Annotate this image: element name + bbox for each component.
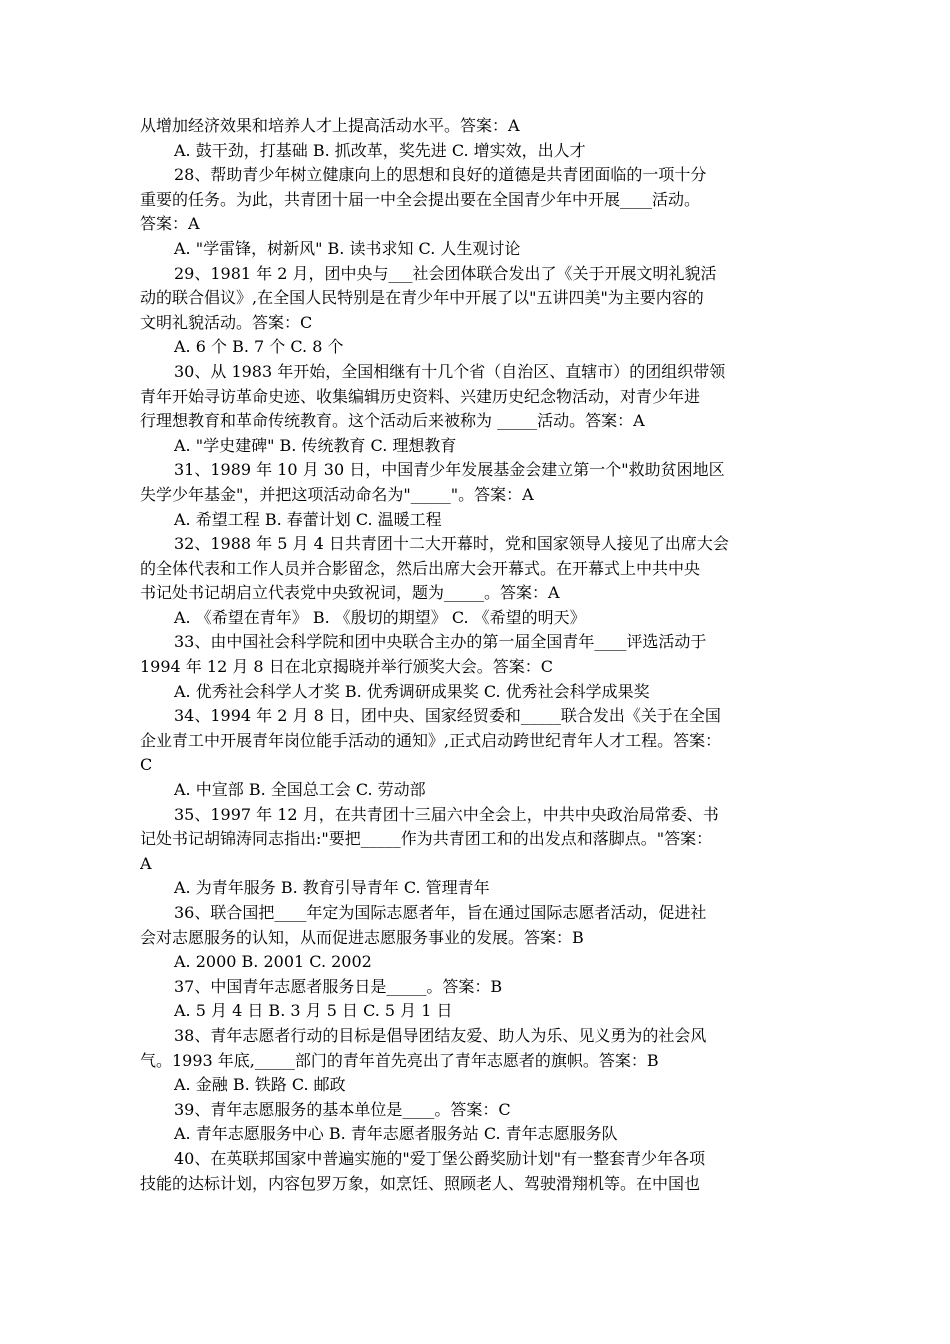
text-line: A. 金融 B. 铁路 C. 邮政 [174, 1075, 346, 1095]
text-line: 28、帮助青少年树立健康向上的思想和良好的道德是共青团面临的一项十分 [174, 165, 707, 185]
text-line: 会对志愿服务的认知，从而促进志愿服务事业的发展。答案：B [140, 927, 584, 947]
document-body [140, 114, 812, 1196]
text-line: 39、青年志愿服务的基本单位是____。答案：C [174, 1099, 511, 1119]
text-line: A [140, 853, 152, 873]
text-line: A. 青年志愿服务中心 B. 青年志愿者服务站 C. 青年志愿服务队 [174, 1124, 618, 1144]
text-line: 31、1989 年 10 月 30 日，中国青少年发展基金会建立第一个"救助贫困地区 [174, 460, 725, 480]
text-line: A. 2000 B. 2001 C. 2002 [174, 952, 372, 972]
text-line: 32、1988 年 5 月 4 日共青团十二大开幕时，党和国家领导人接见了出席大会 [174, 534, 729, 554]
text-line: A. 鼓干劲，打基础 B. 抓改革，奖先进 C. 增实效，出人才 [174, 140, 586, 160]
text-line: 动的联合倡议》,在全国人民特别是在青少年中开展了以"五讲四美"为主要内容的 [140, 288, 704, 308]
text-line: 重要的任务。为此，共青团十届一中全会提出要在全国青少年中开展____活动。 [140, 189, 701, 209]
text-line: 38、青年志愿者行动的目标是倡导团结友爱、助人为乐、见义勇为的社会风 [174, 1025, 707, 1045]
text-line: 29、1981 年 2 月，团中央与___社会团体联合发出了《关于开展文明礼貌活 [174, 263, 717, 283]
text-line: 失学少年基金"，并把这项活动命名为"_____"。答案：A [140, 484, 534, 504]
text-line: 记处书记胡锦涛同志指出:"要把_____作为共青团工和的出发点和落脚点。"答案： [140, 829, 713, 849]
text-line: 答案：A [140, 214, 200, 234]
text-line: 30、从 1983 年开始，全国相继有十几个省（自治区、直辖市）的团组织带领 [174, 361, 726, 381]
text-line: 青年开始寻访革命史迹、收集编辑历史资料、兴建历史纪念物活动，对青少年进 [140, 386, 701, 406]
text-line: 的全体代表和工作人员并合影留念，然后出席大会开幕式。在开幕式上中共中央 [140, 558, 701, 578]
text-line: 技能的达标计划，内容包罗万象，如烹饪、照顾老人、驾驶滑翔机等。在中国也 [140, 1173, 701, 1193]
text-line: A. 为青年服务 B. 教育引导青年 C. 管理青年 [174, 878, 490, 898]
text-line: A. 5 月 4 日 B. 3 月 5 日 C. 5 月 1 日 [174, 1001, 453, 1021]
text-line: A. 优秀社会科学人才奖 B. 优秀调研成果奖 C. 优秀社会科学成果奖 [174, 681, 650, 701]
text-line: A. "学雷锋，树新风" B. 读书求知 C. 人生观讨论 [174, 238, 521, 258]
text-line: 40、在英联邦国家中普遍实施的"爱丁堡公爵奖励计划"有一整套青少年各项 [174, 1148, 706, 1168]
text-line: 行理想教育和革命传统教育。这个活动后来被称为 _____活动。答案：A [140, 411, 645, 431]
text-line: A. 中宣部 B. 全国总工会 C. 劳动部 [174, 780, 426, 800]
text-line: 37、中国青年志愿者服务日是_____。答案：B [174, 976, 503, 996]
text-line: 34、1994 年 2 月 8 日，团中央、国家经贸委和_____联合发出《关于在全国 [174, 706, 721, 726]
text-line: 气。1993 年底,_____部门的青年首先亮出了青年志愿者的旗帜。答案：B [140, 1050, 659, 1070]
text-line: 企业青工中开展青年岗位能手活动的通知》,正式启动跨世纪青年人才工程。答案： [140, 730, 722, 750]
text-line: 从增加经济效果和培养人才上提高活动水平。答案：A [140, 116, 520, 135]
text-line: 文明礼貌活动。答案：C [140, 312, 313, 332]
text-line: A. 《希望在青年》 B. 《殷切的期望》 C. 《希望的明天》 [174, 607, 586, 627]
text-line: A. "学史建碑" B. 传统教育 C. 理想教育 [174, 435, 457, 455]
text-line: 1994 年 12 月 8 日在北京揭晓并举行颁奖大会。答案：C [140, 657, 553, 677]
text-line: C [140, 755, 153, 775]
text-line: A. 6 个 B. 7 个 C. 8 个 [174, 337, 344, 357]
text-line: 36、联合国把____年定为国际志愿者年，旨在通过国际志愿者活动，促进社 [174, 903, 707, 922]
text-line: 33、由中国社会科学院和团中央联合主办的第一届全国青年____评选活动于 [174, 632, 707, 652]
text-line: 书记处书记胡启立代表党中央致祝词，题为_____。答案：A [140, 583, 560, 603]
text-line: 35、1997 年 12 月，在共青团十三届六中全会上，中共中央政治局常委、书 [174, 804, 719, 824]
text-line: A. 希望工程 B. 春蕾计划 C. 温暖工程 [174, 509, 442, 529]
